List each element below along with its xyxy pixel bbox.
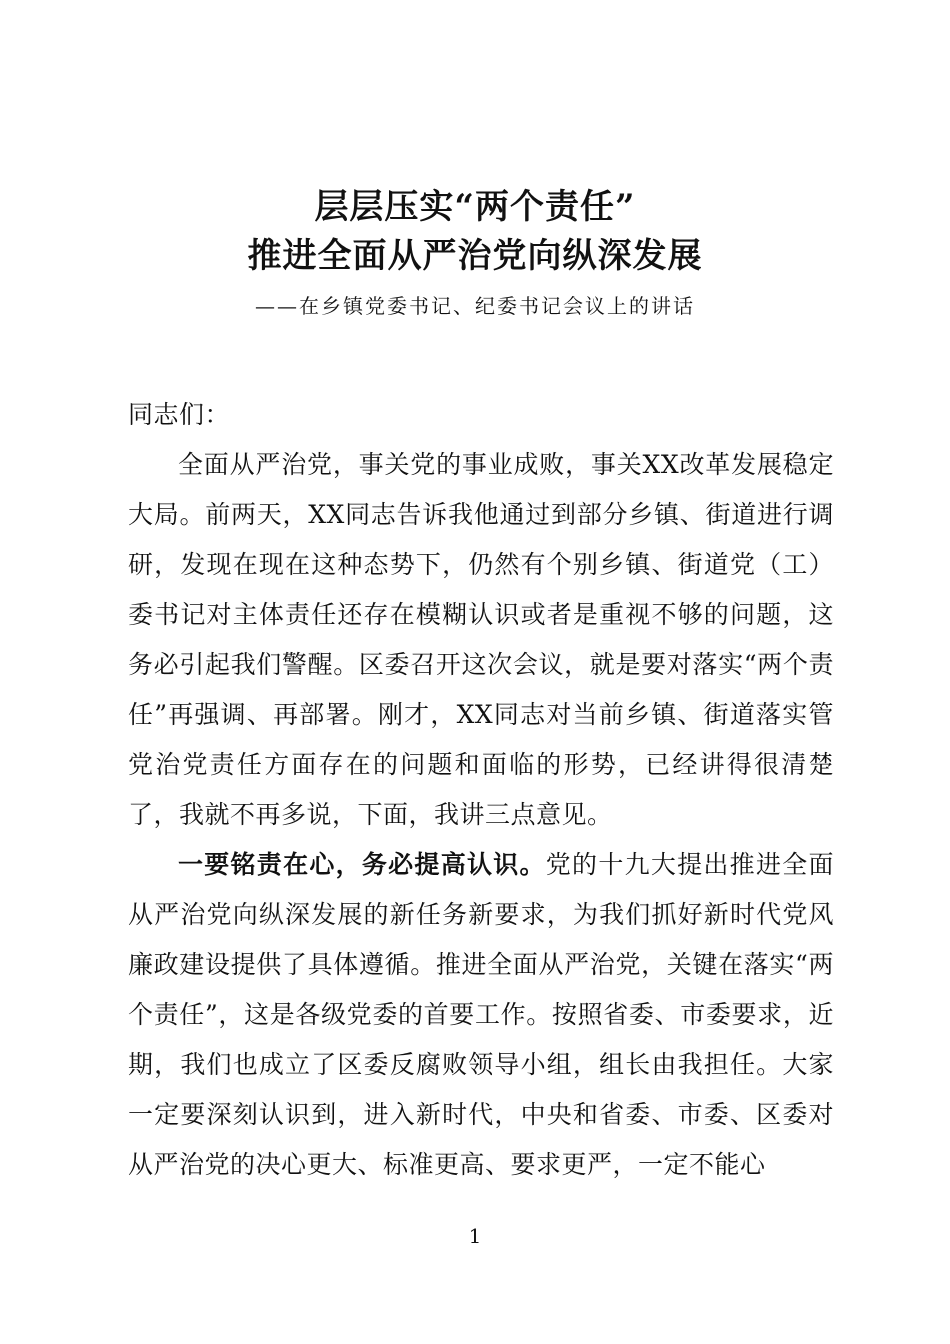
paragraph-2-lead: 一要铭责在心，务必提高认识。 [178,850,546,879]
document-title-line-2: 推进全面从严治党向纵深发展 [247,236,703,276]
salutation: 同志们： [128,400,231,429]
body-paragraph-2 [128,840,834,1190]
paragraph-1-text: 全面从严治党，事关党的事业成败，事关XX改革发展稳定大局。前两天，XX同志告诉我他通过到部分乡镇、街道进行调研，发现在现在这种态势下，仍然有个别乡镇、街道党（工）委书记对主体责任还存在模糊认识或者是重视不够的问题，这务必引起我们警醒。区委召开这次会议，就是要对落实“两个责任”再强调、再部署。刚才，XX同志对当前乡镇、街道落实管党治党责任方面存在的问题和面临的形势，已经讲得很清楚了，我就不再多说，下面，我讲三点意见。 [128,450,834,829]
document-title-line-1: 层层压实“两个责任” [314,187,636,227]
paragraph-2-text: 党的十九大提出推进全面从严治党向纵深发展的新任务新要求，为我们抓好新时代党风廉政建设提供了具体遵循。推进全面从严治党，关键在落实“两个责任”，这是各级党委的首要工作。按照省委、市委要求，近期，我们也成立了区委反腐败领导小组，组长由我担任。大家一定要深刻认识到，进入新时代，中央和省委、市委、区委对从严治党的决心更大、标准更高、要求更严，一定不能心 [128,850,834,1179]
document-subtitle: ——在乡镇党委书记、纪委书记会议上的讲话 [255,294,695,318]
document-body [128,390,834,1190]
page-number: 1 [468,1224,482,1248]
body-paragraph-1 [128,440,834,840]
